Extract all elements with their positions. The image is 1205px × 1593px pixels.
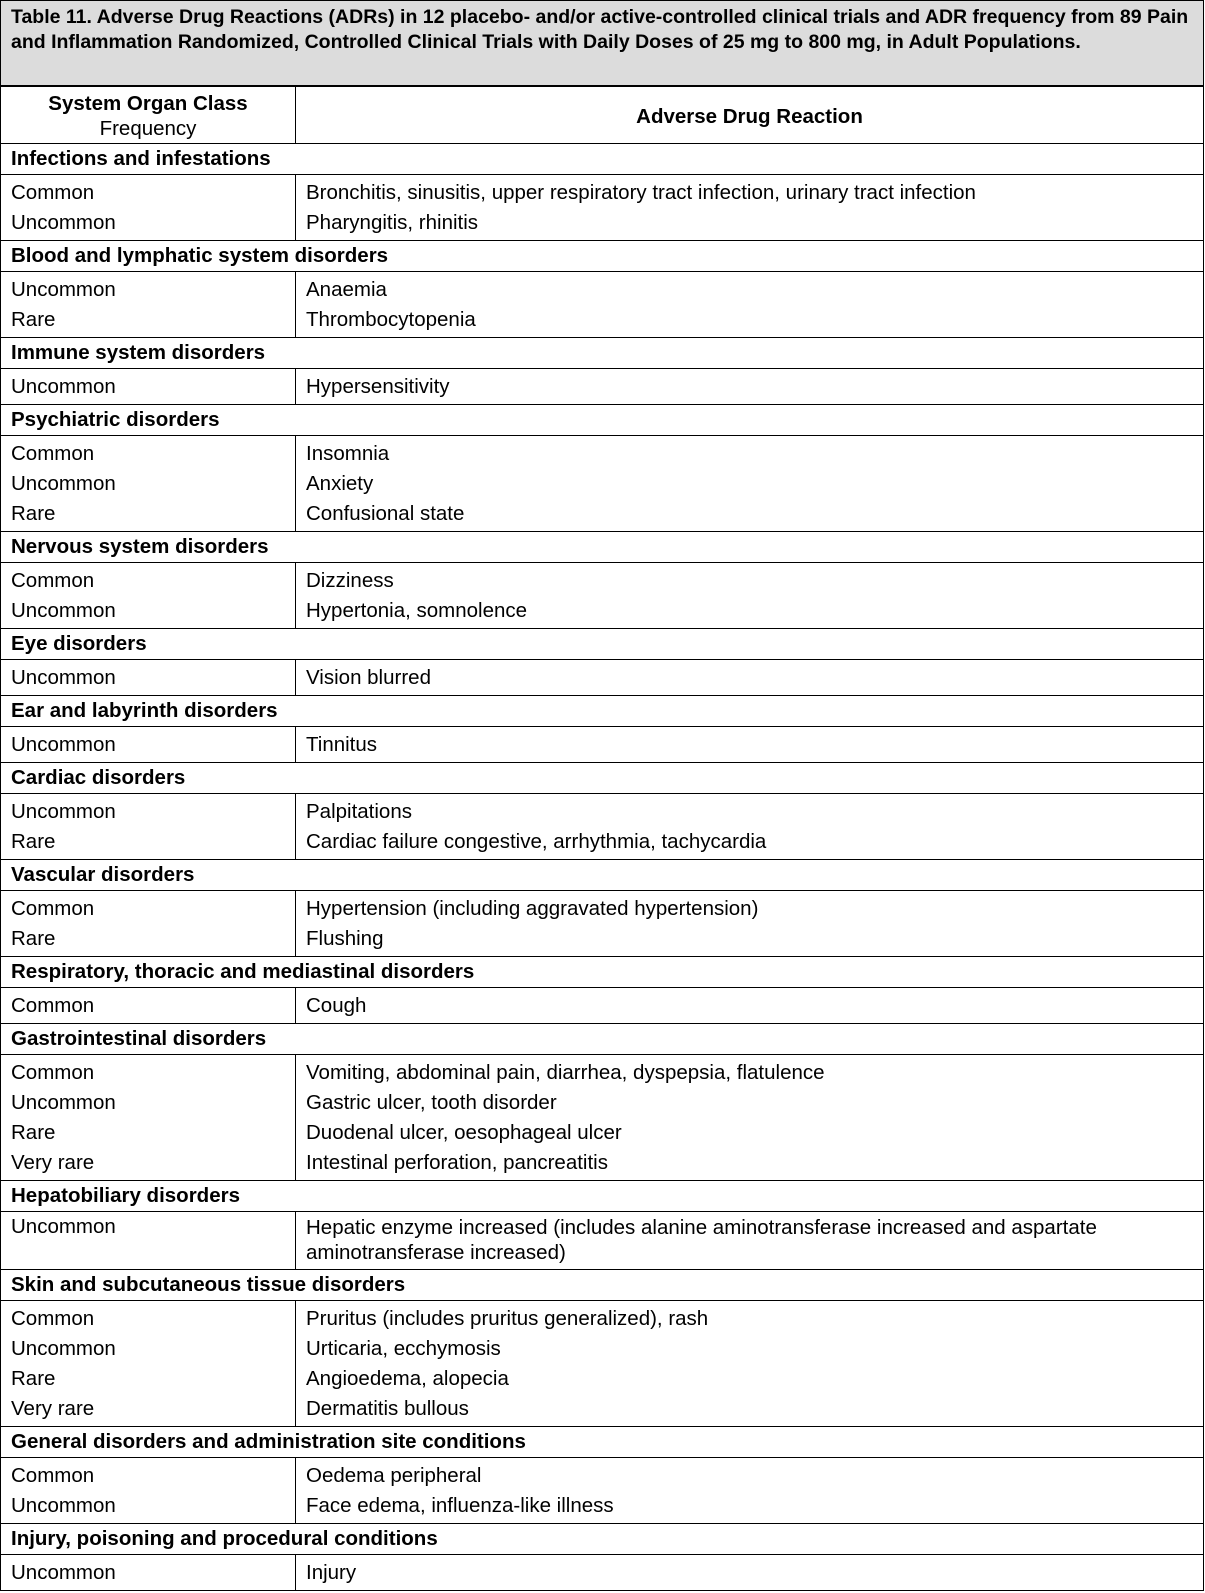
adr-cell: [296, 1212, 1204, 1270]
table-row: [1, 891, 1204, 957]
soc-header-row: [1, 860, 1204, 891]
table-row: [1, 1055, 1204, 1181]
adverse-reaction-text: Anxiety: [306, 472, 374, 495]
frequency-label: Uncommon: [11, 1091, 116, 1114]
table-header-row: [1, 87, 1204, 144]
soc-heading: Ear and labyrinth disorders: [1, 696, 1204, 727]
frequency-label: Common: [11, 181, 95, 204]
soc-heading: Skin and subcutaneous tissue disorders: [1, 1270, 1204, 1301]
soc-heading: Hepatobiliary disorders: [1, 1181, 1204, 1212]
adverse-reaction-text: Angioedema, alopecia: [306, 1367, 509, 1390]
adverse-reaction-text: Hypertonia, somnolence: [306, 599, 528, 622]
frequency-label: Rare: [11, 927, 56, 950]
adverse-reaction-text: Oedema peripheral: [306, 1464, 482, 1487]
adr-cell: [296, 794, 1204, 860]
adverse-reaction-text: Cardiac failure congestive, arrhythmia, tachycardia: [306, 830, 767, 853]
adverse-reaction-text: Tinnitus: [306, 733, 378, 756]
adverse-reaction-text: Palpitations: [306, 800, 412, 823]
adr-cell: [296, 891, 1204, 957]
adverse-reaction-text: Hypertension (including aggravated hypertension): [306, 897, 759, 920]
frequency-cell: [1, 175, 296, 241]
adr-cell: [296, 175, 1204, 241]
table-row: [1, 369, 1204, 405]
adverse-reaction-text: Hepatic enzyme increased (includes alanine aminotransferase increased and aspartate aminotransferase increased): [306, 1216, 1097, 1264]
frequency-label: Uncommon: [11, 1494, 116, 1517]
frequency-cell: [1, 1458, 296, 1524]
adr-cell: [296, 727, 1204, 763]
adr-cell: [296, 1555, 1204, 1591]
table-row: [1, 660, 1204, 696]
soc-heading: Nervous system disorders: [1, 532, 1204, 563]
frequency-label: Common: [11, 442, 95, 465]
adverse-reaction-text: Flushing: [306, 927, 384, 950]
frequency-cell: [1, 988, 296, 1024]
soc-heading: Infections and infestations: [1, 144, 1204, 175]
frequency-label: Rare: [11, 308, 56, 331]
frequency-label: Uncommon: [11, 278, 116, 301]
frequency-cell: [1, 436, 296, 532]
soc-header-row: [1, 763, 1204, 794]
frequency-label: Common: [11, 1061, 95, 1084]
soc-heading: Respiratory, thoracic and mediastinal disorders: [1, 957, 1204, 988]
frequency-label: Very rare: [11, 1397, 95, 1420]
header-system-organ-class: [1, 87, 296, 144]
frequency-cell: [1, 563, 296, 629]
frequency-cell: [1, 660, 296, 696]
frequency-cell: [1, 727, 296, 763]
soc-header-row: [1, 405, 1204, 436]
soc-header-row: [1, 957, 1204, 988]
table-caption: [0, 0, 1204, 86]
adverse-reaction-text: Pruritus (includes pruritus generalized), rash: [306, 1307, 709, 1330]
table-body: [1, 144, 1204, 1591]
frequency-label: Uncommon: [11, 1561, 116, 1584]
soc-header-row: [1, 532, 1204, 563]
adverse-reaction-text: Insomnia: [306, 442, 390, 465]
frequency-cell: [1, 1555, 296, 1591]
adr-cell: [296, 369, 1204, 405]
frequency-cell: [1, 891, 296, 957]
adverse-reaction-text: Injury: [306, 1561, 357, 1584]
adr-cell: [296, 1301, 1204, 1427]
table-row: [1, 563, 1204, 629]
soc-header-row: [1, 1427, 1204, 1458]
adverse-reaction-text: Vomiting, abdominal pain, diarrhea, dyspepsia, flatulence: [306, 1061, 825, 1084]
adverse-reaction-text: Face edema, influenza-like illness: [306, 1494, 614, 1517]
adverse-reaction-text: Bronchitis, sinusitis, upper respiratory tract infection, urinary tract infection: [306, 181, 976, 204]
table-row: [1, 1555, 1204, 1591]
soc-heading: Cardiac disorders: [1, 763, 1204, 794]
frequency-label: Uncommon: [11, 599, 116, 622]
adverse-reaction-text: Cough: [306, 994, 367, 1017]
table-row: [1, 1458, 1204, 1524]
soc-heading: Immune system disorders: [1, 338, 1204, 369]
soc-header-row: [1, 696, 1204, 727]
adr-cell: [296, 1055, 1204, 1181]
soc-heading: Blood and lymphatic system disorders: [1, 241, 1204, 272]
adr-table: [0, 86, 1204, 1591]
frequency-label: Common: [11, 1307, 95, 1330]
frequency-label: Rare: [11, 502, 56, 525]
adr-cell: [296, 272, 1204, 338]
adverse-reaction-text: Hypersensitivity: [306, 375, 450, 398]
table-row: [1, 1301, 1204, 1427]
frequency-cell: [1, 1301, 296, 1427]
soc-heading: Gastrointestinal disorders: [1, 1024, 1204, 1055]
frequency-label: Uncommon: [11, 211, 116, 234]
adverse-reaction-text: Anaemia: [306, 278, 387, 301]
table-row: [1, 794, 1204, 860]
frequency-cell: [1, 272, 296, 338]
header-col1-subtitle: Frequency: [99, 117, 197, 140]
frequency-label: Uncommon: [11, 800, 116, 823]
soc-header-row: [1, 144, 1204, 175]
soc-header-row: [1, 1524, 1204, 1555]
frequency-label: Uncommon: [11, 733, 116, 756]
adverse-reaction-text: Gastric ulcer, tooth disorder: [306, 1091, 557, 1114]
soc-heading: Eye disorders: [1, 629, 1204, 660]
frequency-label: Common: [11, 569, 95, 592]
table-row: [1, 272, 1204, 338]
frequency-label: Common: [11, 994, 95, 1017]
adr-cell: [296, 1458, 1204, 1524]
table-row: [1, 988, 1204, 1024]
table-row: [1, 436, 1204, 532]
soc-heading: Psychiatric disorders: [1, 405, 1204, 436]
adverse-reaction-text: Urticaria, ecchymosis: [306, 1337, 501, 1360]
adverse-reaction-text: Thrombocytopenia: [306, 308, 476, 331]
soc-heading: General disorders and administration site conditions: [1, 1427, 1204, 1458]
adverse-reaction-text: Intestinal perforation, pancreatitis: [306, 1151, 608, 1174]
frequency-label: Rare: [11, 1367, 56, 1390]
table-row: [1, 1212, 1204, 1270]
adr-cell: [296, 436, 1204, 532]
frequency-label: Uncommon: [11, 472, 116, 495]
soc-header-row: [1, 1024, 1204, 1055]
adverse-reaction-text: Vision blurred: [306, 666, 431, 689]
soc-heading: Vascular disorders: [1, 860, 1204, 891]
frequency-label: Rare: [11, 830, 56, 853]
frequency-label: Common: [11, 897, 95, 920]
soc-heading: Injury, poisoning and procedural conditions: [1, 1524, 1204, 1555]
soc-header-row: [1, 1270, 1204, 1301]
adverse-reaction-text: Dermatitis bullous: [306, 1397, 469, 1420]
frequency-cell: [1, 369, 296, 405]
soc-header-row: [1, 1181, 1204, 1212]
header-adverse-drug-reaction: Adverse Drug Reaction: [296, 87, 1204, 144]
frequency-label: Common: [11, 1464, 95, 1487]
frequency-label: Uncommon: [11, 666, 116, 689]
frequency-label: Uncommon: [11, 1215, 116, 1238]
soc-header-row: [1, 241, 1204, 272]
adverse-reaction-text: Dizziness: [306, 569, 394, 592]
adr-cell: [296, 988, 1204, 1024]
frequency-label: Uncommon: [11, 375, 116, 398]
frequency-cell: [1, 1055, 296, 1181]
adr-cell: [296, 563, 1204, 629]
frequency-cell: [1, 794, 296, 860]
frequency-cell: [1, 1212, 296, 1270]
table-row: [1, 727, 1204, 763]
adverse-reaction-text: Pharyngitis, rhinitis: [306, 211, 479, 234]
adverse-reaction-text: Duodenal ulcer, oesophageal ulcer: [306, 1121, 622, 1144]
frequency-label: Rare: [11, 1121, 56, 1144]
header-col1-title: System Organ Class: [48, 92, 248, 115]
table-caption-text: Adverse Drug Reactions (ADRs) in 12 placebo- and/or active-controlled clinical trials and ADR frequency from 89 Pain and Inflammation Randomized, Controlled Clinical Trials with Daily Doses of 25 mg to 800 mg, in Adult Populations.: [11, 6, 1189, 53]
soc-header-row: [1, 629, 1204, 660]
adr-cell: [296, 660, 1204, 696]
table-caption-label: Table 11.: [11, 6, 92, 28]
adverse-reaction-text: Confusional state: [306, 502, 465, 525]
table-row: [1, 175, 1204, 241]
soc-header-row: [1, 338, 1204, 369]
frequency-label: Uncommon: [11, 1337, 116, 1360]
frequency-label: Very rare: [11, 1151, 95, 1174]
